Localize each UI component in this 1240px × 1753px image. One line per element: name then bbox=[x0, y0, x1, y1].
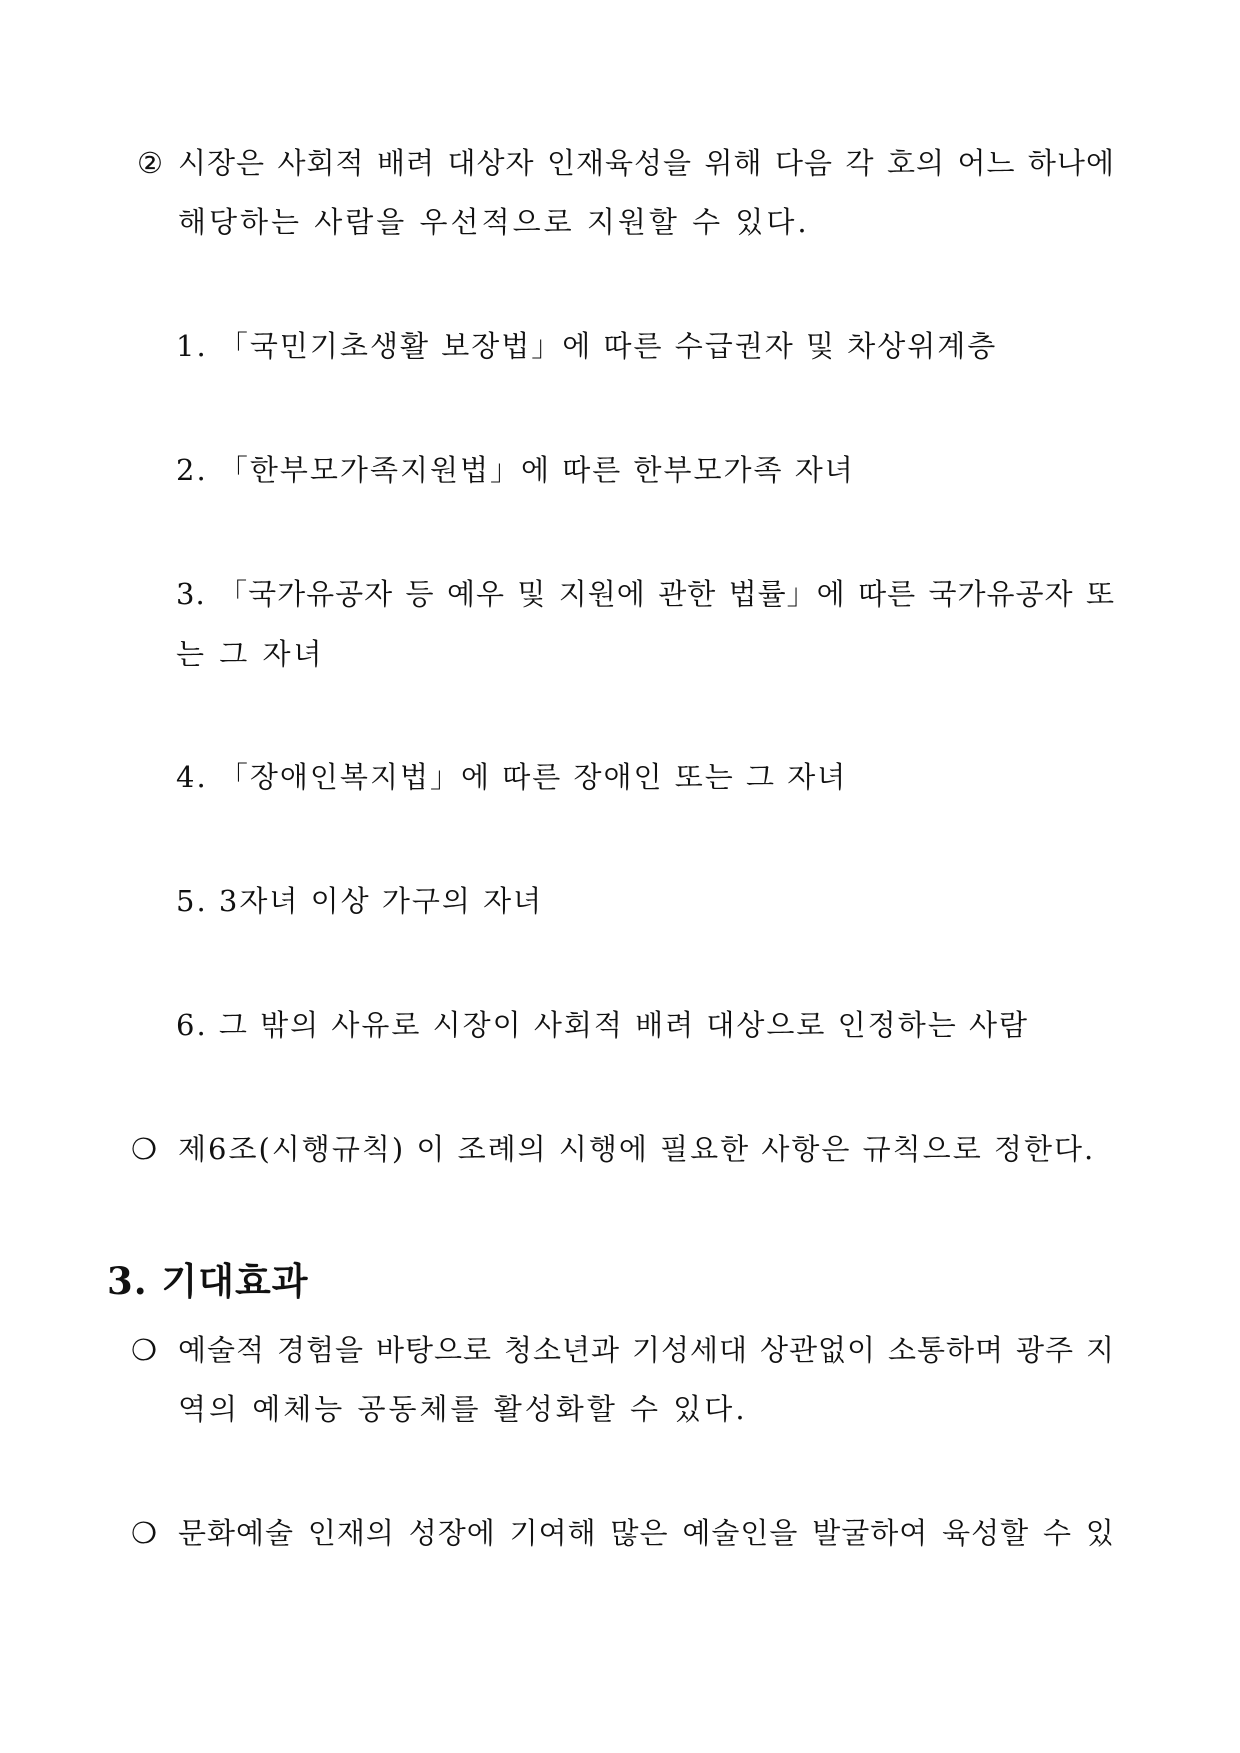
word: 광주 bbox=[1015, 1333, 1074, 1367]
word: 있 bbox=[1085, 1516, 1115, 1550]
word: 국가유공자 bbox=[928, 577, 1074, 611]
word: 경험을 bbox=[276, 1333, 365, 1367]
item-5: 5. 3자녀 이상 가구의 자녀 bbox=[176, 884, 544, 918]
word: 기성세대 bbox=[631, 1333, 749, 1367]
word: 인재의 bbox=[307, 1516, 395, 1550]
word: 「국가유공자 bbox=[218, 577, 394, 611]
item-6: 6. 그 밖의 사유로 시장이 사회적 배려 대상으로 인정하는 사람 bbox=[176, 1008, 1029, 1042]
word: 지 bbox=[1085, 1333, 1115, 1367]
clause-2-line-1 bbox=[178, 143, 1115, 183]
word: 대상자 bbox=[447, 146, 535, 180]
word: 많은 bbox=[610, 1516, 669, 1550]
item-1: 1. 「국민기초생활 보장법」에 따른 수급권자 및 차상위계층 bbox=[176, 329, 998, 363]
word: 하나에 bbox=[1027, 146, 1115, 180]
word: 및 bbox=[517, 577, 547, 611]
word: 3. bbox=[176, 577, 206, 611]
word: 바탕으로 bbox=[375, 1333, 493, 1367]
word: 다음 bbox=[775, 146, 834, 180]
section-3-bullet-1-line-1 bbox=[178, 1330, 1115, 1370]
word: 호의 bbox=[886, 146, 945, 180]
bullet-icon: ❍ bbox=[131, 1333, 157, 1367]
item-4: 4. 「장애인복지법」에 따른 장애인 또는 그 자녀 bbox=[176, 760, 848, 794]
bullet-icon: ❍ bbox=[131, 1132, 157, 1166]
word: 청소년과 bbox=[503, 1333, 621, 1367]
word: 예술인을 bbox=[682, 1516, 799, 1550]
word: 예술적 bbox=[178, 1333, 266, 1367]
item-3-line-1 bbox=[176, 574, 1115, 614]
word: 따른 bbox=[858, 577, 917, 611]
word: 또 bbox=[1085, 577, 1115, 611]
word: 사회적 bbox=[277, 146, 365, 180]
word: 배려 bbox=[377, 146, 436, 180]
section-3-heading: 3. 기대효과 bbox=[107, 1259, 309, 1303]
word: 관한 bbox=[658, 577, 717, 611]
word: 각 bbox=[845, 146, 875, 180]
word: 소통하며 bbox=[887, 1333, 1005, 1367]
word: 어느 bbox=[957, 146, 1016, 180]
item-2: 2. 「한부모가족지원법」에 따른 한부모가족 자녀 bbox=[176, 453, 855, 487]
word: 위해 bbox=[704, 146, 763, 180]
word: 성장에 bbox=[408, 1516, 496, 1550]
word: 인재육성을 bbox=[546, 146, 693, 180]
bullet-icon: ❍ bbox=[131, 1516, 157, 1550]
word: 예우 bbox=[446, 577, 505, 611]
word: 법률」에 bbox=[728, 577, 846, 611]
clause-2-line-2: 해당하는 사람을 우선적으로 지원할 수 있다. bbox=[178, 205, 810, 239]
clause-2-marker: ② bbox=[137, 146, 163, 180]
word: 발굴하여 bbox=[812, 1516, 929, 1550]
word: 등 bbox=[405, 577, 435, 611]
item-3-line-2: 는 그 자녀 bbox=[176, 637, 325, 671]
word: 문화예술 bbox=[178, 1516, 295, 1550]
word: 상관없이 bbox=[759, 1333, 877, 1367]
word: 지원에 bbox=[558, 577, 646, 611]
word: 기여해 bbox=[509, 1516, 597, 1550]
word: 육성할 bbox=[942, 1516, 1030, 1550]
article-6-text: 제6조(시행규칙) 이 조례의 시행에 필요한 사항은 규칙으로 정한다. bbox=[178, 1132, 1096, 1166]
section-3-bullet-2-line-1 bbox=[178, 1513, 1115, 1553]
section-3-bullet-1-line-2: 역의 예체능 공동체를 활성화할 수 있다. bbox=[178, 1392, 748, 1426]
word: 시장은 bbox=[178, 146, 266, 180]
word: 수 bbox=[1043, 1516, 1073, 1550]
